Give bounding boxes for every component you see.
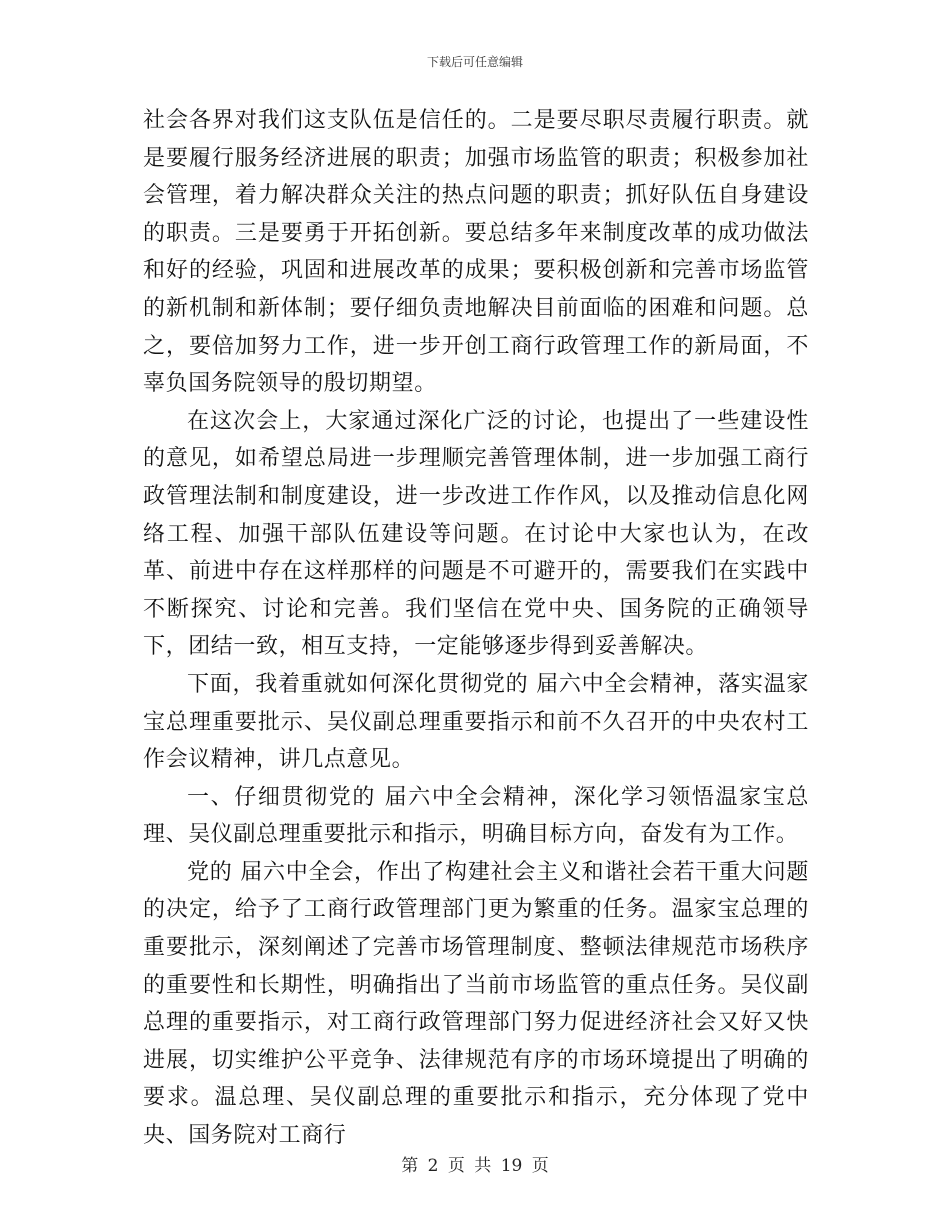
paragraph-2: 在这次会上，大家通过深化广泛的讨论，也提出了一些建设性的意见，如希望总局进一步理顺完善管理体制，进一步加强工商行政管理法制和制度建设，进一步改进工作作风，以及推动信息化网络工程、加强干部队伍建设等问题。在讨论中大家也认为，在改革、前进中存在这样那样的问题是不可避开的，需要我们在实践中不断探究、讨论和完善。我们坚信在党中央、国务院的正确领导下，团结一致，相互支持，一定能够逐步得到妥善解决。 bbox=[143, 408, 809, 660]
paragraph-1: 社会各界对我们这支队伍是信任的。二是要尽职尽责履行职责。就是要履行服务经济进展的职责；加强市场监管的职责；积极参加社会管理，着力解决群众关注的热点问题的职责；抓好队伍自身建设的职责。三是要勇于开拓创新。要总结多年来制度改革的成功做法和好的经验，巩固和进展改革的成果；要积极创新和完善市场监管的新机制和新体制；要仔细负责地解决目前面临的困难和问题。总之，要倍加努力工作，进一步开创工商行政管理工作的新局面，不辜负国务院领导的殷切期望。 bbox=[143, 108, 809, 397]
page-header: 下载后可任意编辑 bbox=[426, 55, 523, 69]
document-body bbox=[143, 102, 809, 1155]
paragraph-5: 党的 届六中全会，作出了构建社会主义和谐社会若干重大问题的决定，给予了工商行政管理部门更为繁重的任务。温家宝总理的重要批示，深刻阐述了完善市场管理制度、整顿法律规范市场秩序的重要性和长期性，明确指出了当前市场监管的重点任务。吴仪副总理的重要指示，对工商行政管理部门努力促进经济社会又好又快进展，切实维护公平竞争、法律规范有序的市场环境提出了明确的要求。温总理、吴仪副总理的重要批示和指示，充分体现了党中央、国务院对工商行 bbox=[143, 859, 809, 1149]
paragraph-3: 下面，我着重就如何深化贯彻党的 届六中全会精神，落实温家宝总理重要批示、吴仪副总理重要指示和前不久召开的中央农村工作会议精神，讲几点意见。 bbox=[143, 671, 809, 773]
section-heading-1: 一、仔细贯彻党的 届六中全会精神，深化学习领悟温家宝总理、吴仪副总理重要批示和指示，明确目标方向，奋发有为工作。 bbox=[143, 784, 809, 848]
page-number: 第 2 页 共 19 页 bbox=[401, 1156, 549, 1176]
